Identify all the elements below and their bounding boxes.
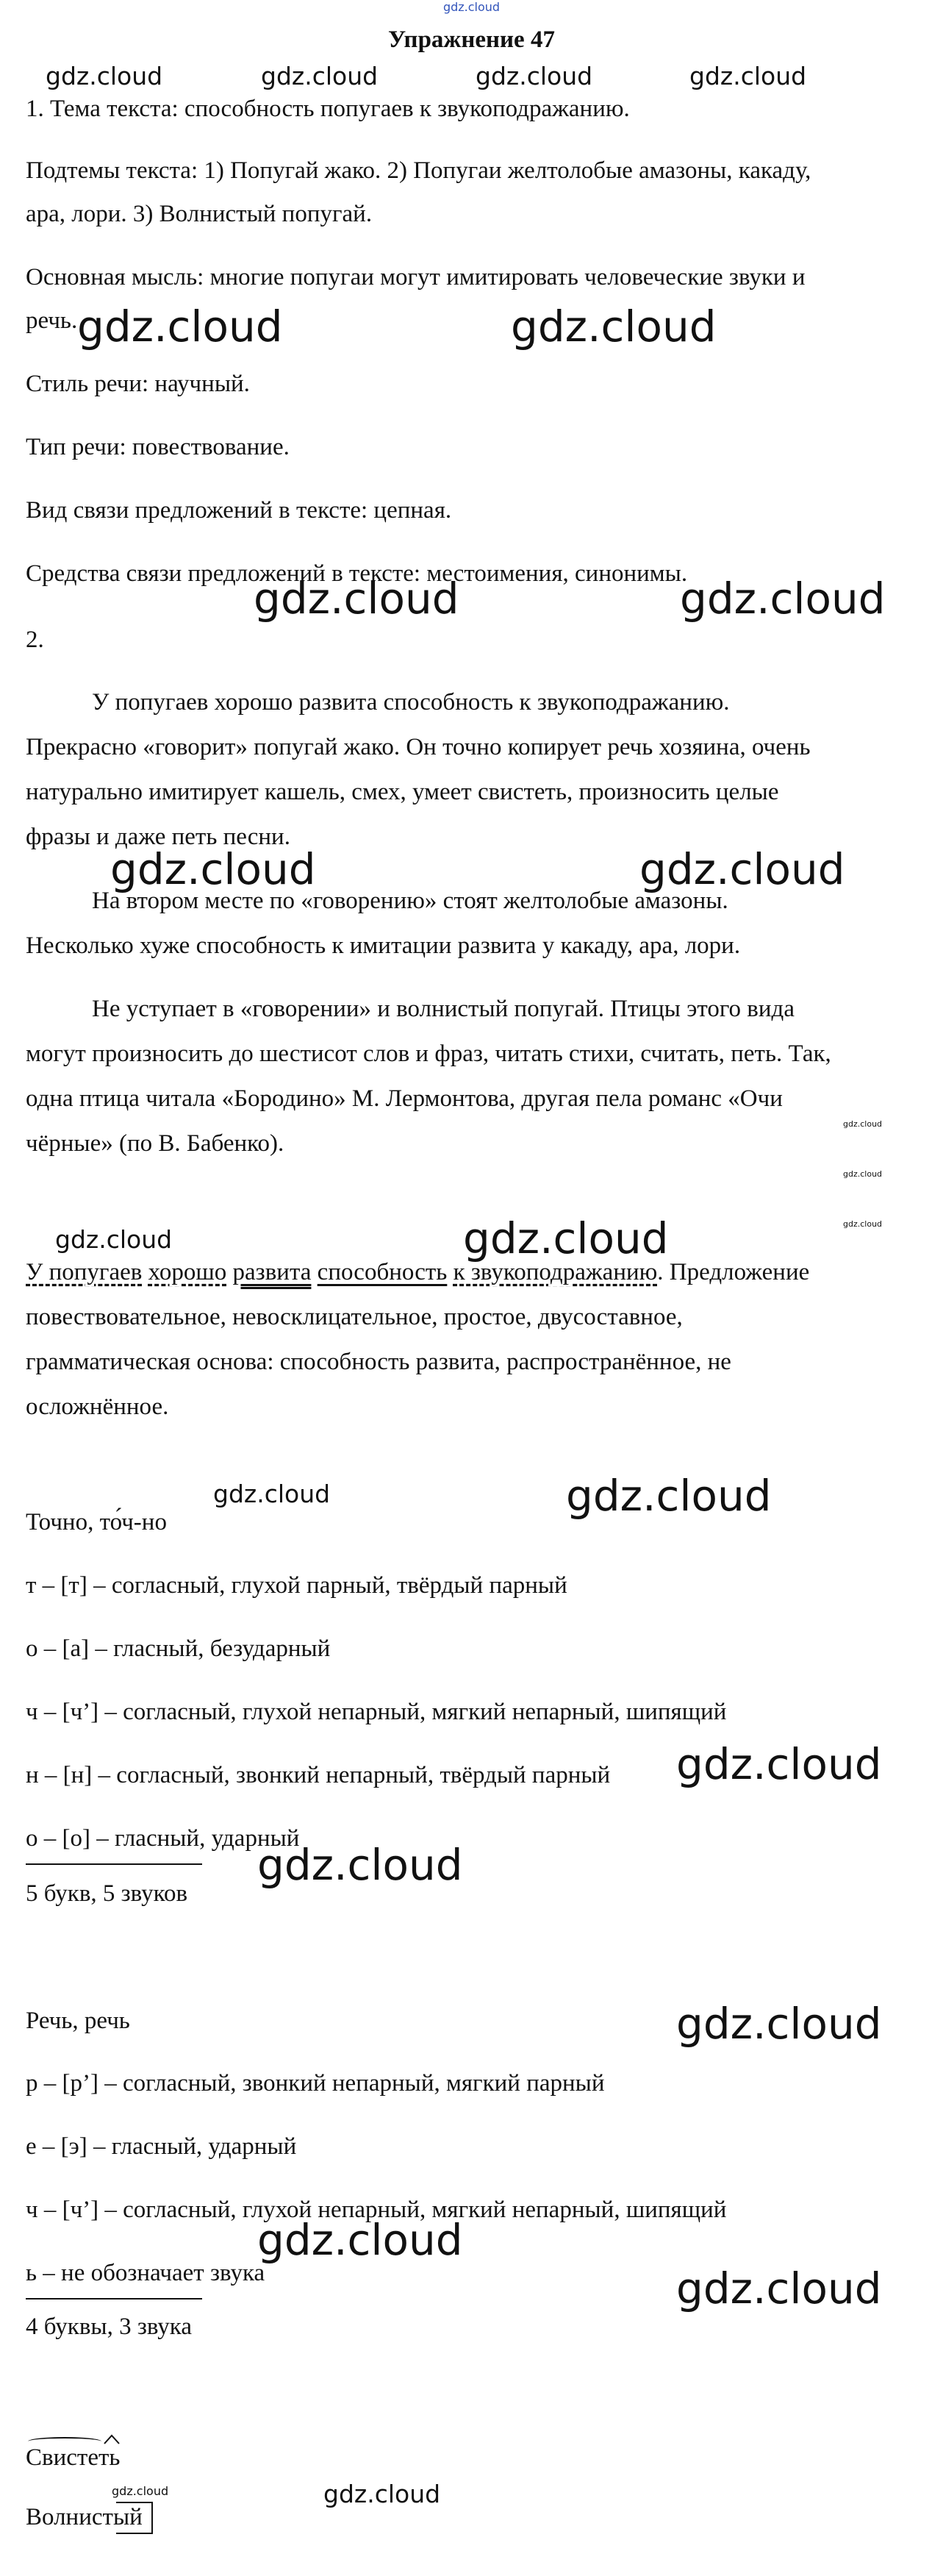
phonetic-word-2: Речь, речь	[26, 2008, 130, 2034]
subject-word: способность	[317, 1259, 448, 1285]
ending-part: ый	[112, 2504, 143, 2530]
phonetic-row: е – [э] – гласный, ударный	[26, 2133, 297, 2160]
page-title: Упражнение 47	[388, 26, 555, 53]
watermark: gdz.cloud	[639, 844, 845, 894]
watermark: gdz.cloud	[110, 844, 316, 894]
analysis-line-4: осложнённое.	[26, 1394, 169, 1420]
text-p2-line: На втором месте по «говорению» стоят желтолобые амазоны.	[92, 888, 728, 914]
suffix-mark	[104, 2434, 120, 2444]
watermark: gdz.cloud	[463, 1213, 669, 1263]
watermark: gdz.cloud	[676, 1999, 882, 2049]
part2-number: 2.	[26, 627, 44, 653]
watermark: gdz.cloud	[511, 302, 717, 352]
speech-style-line: Стиль речи: научный.	[26, 371, 250, 397]
phonetic-row: о – [а] – гласный, безударный	[26, 1635, 331, 1662]
watermark: gdz.cloud	[676, 1739, 882, 1789]
phonetic-word-1: Точно, то́ч-но	[26, 1509, 167, 1535]
watermark: gdz.cloud	[77, 302, 283, 352]
phonetic-row: ь – не обозначает звука	[26, 2260, 265, 2286]
watermark: gdz.cloud	[55, 1225, 173, 1254]
divider	[26, 2298, 202, 2300]
phonetic-row: ч – [ч’] – согласный, глухой непарный, мягкий непарный, шипящий	[26, 2197, 727, 2223]
adverbial-word: хорошо	[148, 1259, 227, 1285]
analysis-line-2: повествовательное, невосклицательное, простое, двусоставное,	[26, 1304, 683, 1330]
phonetic-row: о – [о] – гласный, ударный	[26, 1825, 300, 1852]
root-part: Свист	[26, 2444, 88, 2471]
divider	[26, 1863, 202, 1865]
root-arc	[28, 2437, 101, 2446]
watermark: gdz.cloud	[257, 2215, 463, 2265]
root-part: Волнист	[26, 2504, 113, 2530]
modifier-word: У попугаев	[26, 1259, 143, 1285]
phonetic-total-2: 4 буквы, 3 звука	[26, 2313, 192, 2340]
suffix-part: е	[87, 2444, 98, 2471]
watermark: gdz.cloud	[680, 574, 886, 624]
object-words: к звукоподражанию	[453, 1259, 658, 1285]
speech-type-line: Тип речи: повествование.	[26, 434, 290, 460]
watermark: gdz.cloud	[323, 2480, 441, 2508]
text-p3-line: чёрные» (по В. Бабенко).	[26, 1130, 284, 1157]
analysis-rest: . Предложение	[657, 1259, 810, 1285]
phonetic-row: т – [т] – согласный, глухой парный, твёрдый парный	[26, 1572, 567, 1599]
phonetic-total-1: 5 букв, 5 звуков	[26, 1880, 188, 1907]
ending-box	[116, 2502, 153, 2534]
predicate-word: развита	[232, 1259, 312, 1285]
link-means-line: Средства связи предложений в тексте: местоимения, синонимы.	[26, 560, 688, 587]
text-p1-line: Прекрасно «говорит» попугай жако. Он точно копирует речь хозяина, очень	[26, 734, 811, 760]
main-idea-line-2: речь.	[26, 307, 78, 334]
analysis-line-3: грамматическая основа: способность развита, распространённое, не	[26, 1349, 731, 1375]
subtopics-line-2: ара, лори. 3) Волнистый попугай.	[26, 201, 373, 227]
watermark: gdz.cloud	[843, 1219, 883, 1229]
watermark: gdz.cloud	[257, 1840, 463, 1890]
phonetic-row: р – [р’] – согласный, звонкий непарный, мягкий парный	[26, 2070, 605, 2097]
ending-part: ть	[98, 2444, 121, 2471]
watermark: gdz.cloud	[566, 1471, 772, 1521]
text-p2-line: Несколько хуже способность к имитации развита у какаду, ара, лори.	[26, 932, 741, 959]
watermark: gdz.cloud	[112, 2484, 169, 2498]
analysis-line-1	[26, 1257, 809, 1287]
top-watermark: gdz.cloud	[442, 0, 501, 14]
subtopics-line-1: Подтемы текста: 1) Попугай жако. 2) Попугаи желтолобые амазоны, какаду,	[26, 157, 811, 184]
watermark: gdz.cloud	[689, 62, 807, 90]
phonetic-row: н – [н] – согласный, звонкий непарный, твёрдый парный	[26, 1762, 611, 1788]
watermark: gdz.cloud	[843, 1169, 883, 1179]
watermark: gdz.cloud	[476, 62, 593, 90]
watermark: gdz.cloud	[254, 574, 459, 624]
watermark: gdz.cloud	[676, 2263, 882, 2313]
text-p3-line: Не уступает в «говорении» и волнистый попугай. Птицы этого вида	[92, 996, 795, 1022]
main-idea-line-1: Основная мысль: многие попугаи могут имитировать человеческие звуки и	[26, 264, 806, 290]
watermark: gdz.cloud	[843, 1119, 883, 1129]
text-p1-line: фразы и даже петь песни.	[26, 824, 290, 850]
watermark: gdz.cloud	[46, 62, 163, 90]
watermark: gdz.cloud	[213, 1480, 331, 1508]
watermark: gdz.cloud	[261, 62, 379, 90]
text-p1-line: натурально имитирует кашель, смех, умеет свистеть, произносить целые	[26, 779, 779, 805]
topic-line: 1. Тема текста: способность попугаев к звукоподражанию.	[26, 96, 630, 122]
morpheme-word-1	[26, 2443, 120, 2472]
phonetic-row: ч – [ч’] – согласный, глухой непарный, мягкий непарный, шипящий	[26, 1699, 727, 1725]
link-kind-line: Вид связи предложений в тексте: цепная.	[26, 497, 452, 524]
text-p3-line: одна птица читала «Бородино» М. Лермонтова, другая пела романс «Очи	[26, 1085, 783, 1112]
text-p3-line: могут произносить до шестисот слов и фраз, читать стихи, считать, петь. Так,	[26, 1041, 831, 1067]
text-p1-line: У попугаев хорошо развита способность к звукоподражанию.	[92, 689, 730, 716]
